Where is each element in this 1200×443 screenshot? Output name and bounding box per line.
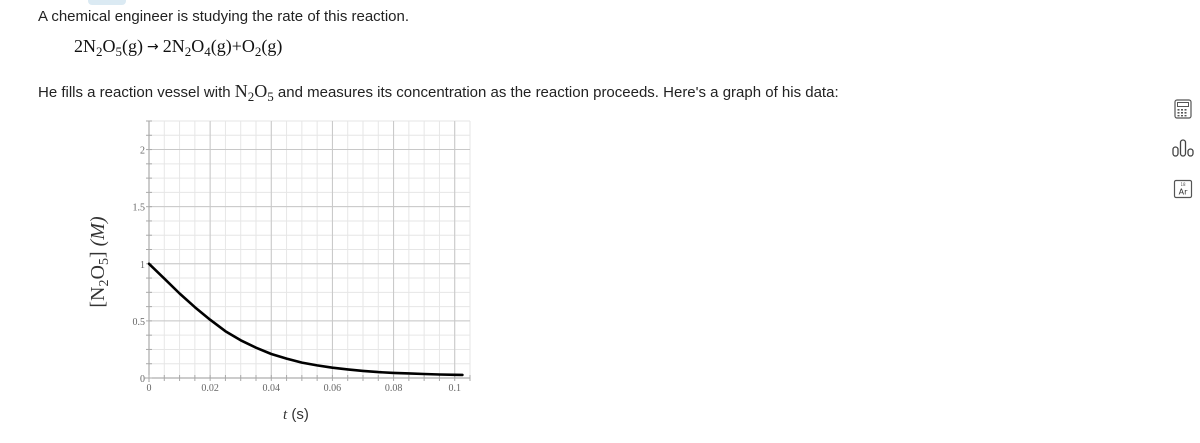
y-tick-label: 1.5 [132,202,145,214]
data-chart-button[interactable] [1169,135,1197,161]
axes [145,121,470,382]
x-tick-label: 0.04 [262,383,281,394]
periodic-table-icon [1173,179,1193,199]
reaction-equation: $2N_2O_5(g) \to 2N_2O_4(g)+O_2(g)$ [74,36,283,59]
calculator-button[interactable] [1169,96,1197,122]
y-tick-label: 0.5 [132,316,145,328]
reaction-arrow-icon: → [147,39,159,55]
x-axis-label: t (s) [283,406,309,423]
y-axis-label: $[N_2O_5]$ (M) [87,216,112,308]
question-intro: A chemical engineer is studying the rate of this reaction. [38,8,410,25]
tick-labels [133,146,461,394]
concentration-curve [149,264,462,375]
y-tick-label: 0 [140,374,145,385]
y-tick-label: 2 [140,145,145,157]
data-series [149,264,462,375]
x-tick-label: 0 [146,383,152,394]
calculator-icon [1174,99,1192,119]
x-tick-label: 0.08 [384,383,403,394]
svg-text:18: 18 [1180,182,1186,187]
y-tick-label: 1 [140,259,145,271]
x-tick-label: 0.06 [323,383,342,394]
question-description: He fills a reaction vessel with $N_2O_5$ and measures its concentration as the reaction proceeds. Here's a graph of his data: [38,81,839,104]
x-tick-label: 0.02 [201,383,219,394]
reactant-formula: $N_2O_5$ [234,81,274,104]
periodic-table-button[interactable] [1169,176,1197,202]
x-tick-label: 0.1 [448,383,461,394]
data-chart-icon [1171,138,1195,158]
periodic-table-symbol: Ar [1178,187,1188,197]
minor-gridlines [149,121,470,378]
